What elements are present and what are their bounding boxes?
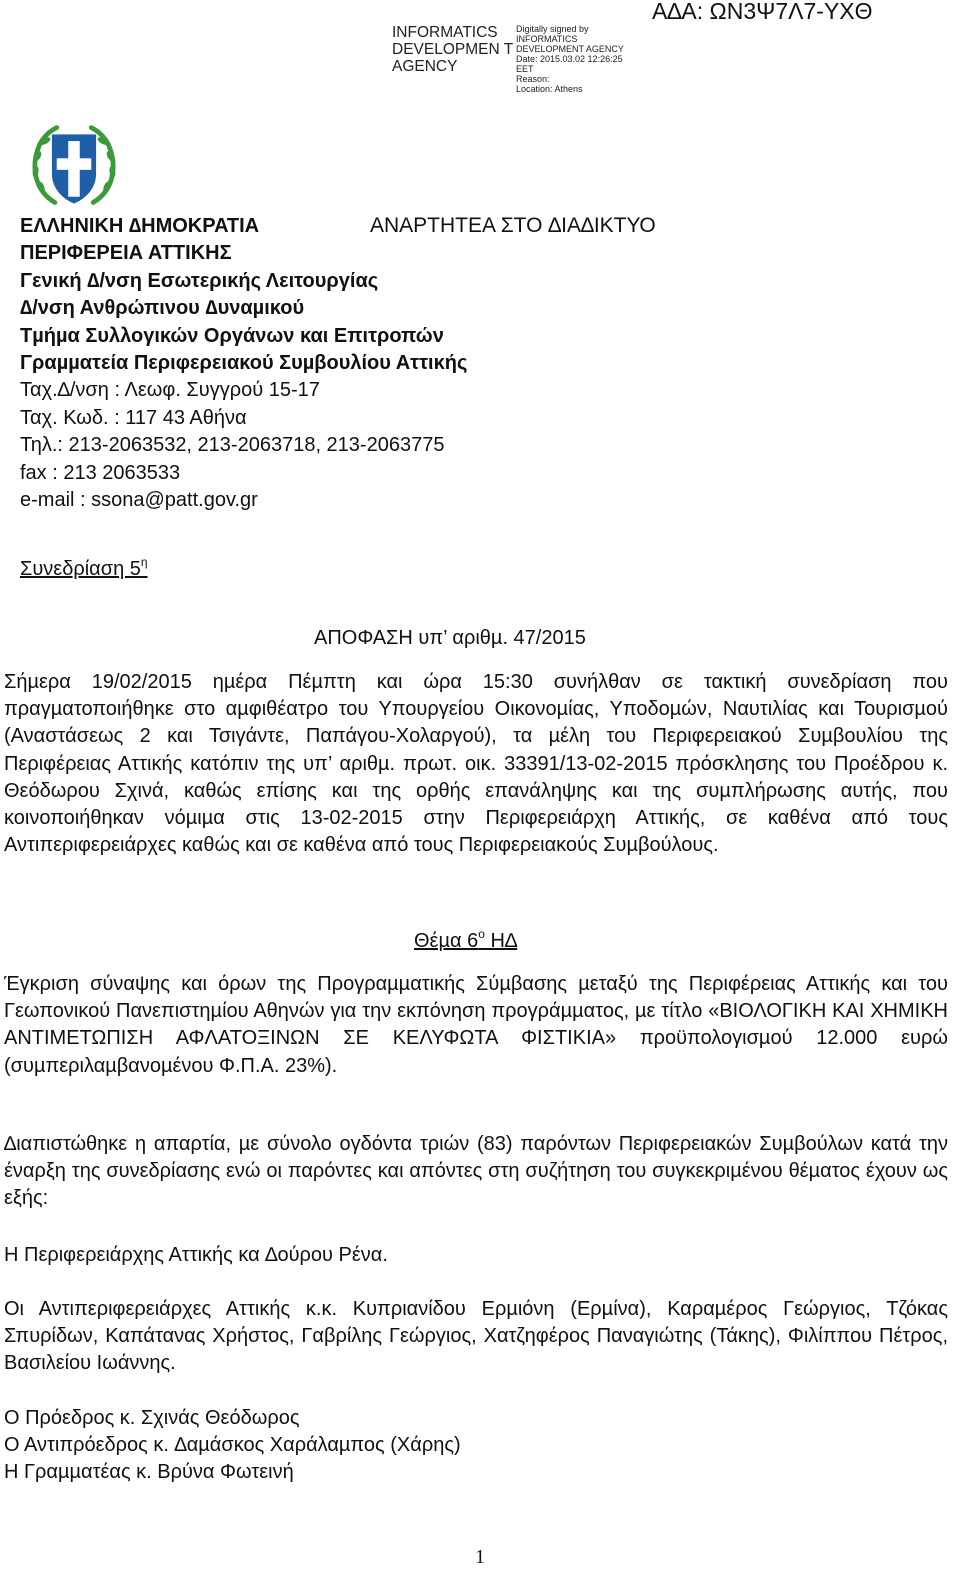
vice-chair-line: Ο Αντιπρόεδρος κ. ∆αµάσκος Χαράλαµπος (Χάρης) xyxy=(4,1434,461,1456)
intro-paragraph: Σήµερα 19/02/2015 ηµέρα Πέµπτη και ώρα 15:30 συνήλθαν σε τακτική συνεδρίαση που πραγµατοποιήθηκε στο αµφιθέατρο του Υπουργείου Οικονοµίας, Υποδοµών, Ναυτιλίας και Τουρισµού (Αναστάσεως 2 και Τσιγάντε, Παπάγου-Χολαργού), τα µέλη του Περιφερειακού Συµβουλίου της Περιφέρειας Αττικής κατόπιν της υπ’ αριθµ. πρωτ. οικ. 33391/13-02-2015 πρόσκλησης του Προέδρου κ. Θεόδωρου Σχινά, καθώς επίσης και της ορθής επανάληψης και της συµπλήρωσης αυτής, που κοινοποιήθηκαν νόµιµα στις 13-02-2015 στην Περιφερειάρχη Αττικής, σε καθένα από τους Αντιπεριφερειάρχες καθώς και σε καθένα από τους Περιφερειακούς Συµβούλους. xyxy=(4,671,948,857)
header-region: ΠΕΡΙΦΕΡΕΙΑ ΑΤΤΙΚΗΣ xyxy=(20,242,232,264)
signature-agency: INFORMATICS DEVELOPMEN T AGENCY xyxy=(392,24,513,75)
header-secretariat: Γραµµατεία Περιφερειακού Συµβουλίου Αττικής xyxy=(20,352,468,374)
topic-sup: ο xyxy=(478,927,485,941)
session-label xyxy=(20,556,148,583)
header-republic: ΕΛΛΗΝΙΚΗ ∆ΗΜΟΚΡΑΤΙΑ xyxy=(20,215,260,237)
decision-title: ΑΠΟΦΑΣΗ υπ’ αριθµ. 47/2015 xyxy=(314,627,586,649)
topic-prefix: Θέµα 6 xyxy=(414,930,479,952)
page-number: 1 xyxy=(475,1546,485,1568)
ada-code: Α∆Α: ΩΝ3Ψ7Λ7-ΥΧΘ xyxy=(652,0,873,24)
signature-line: EET xyxy=(516,64,534,74)
header-fax: fax : 213 2063533 xyxy=(20,462,181,484)
subject-paragraph: Έγκριση σύναψης και όρων της Προγραµµατικής Σύµβασης µεταξύ της Περιφέρειας Αττικής και του Γεωπονικού Πανεπιστηµίου Αθηνών για την εκπόνηση προγράµµατος, µε τίτλο «ΒΙΟΛΟΓΙΚΗ ΚΑΙ ΧΗΜΙΚΗ ΑΝΤΙΜΕΤΩΠΙΣΗ ΑΦΛΑΤΟΞΙΝΩΝ ΣΕ ΚΕΛΥΦΩΤΑ ΦΙΣΤΙΚΙΑ» προϋπολογισµού 12.000 ευρώ (συµπεριλαµβανοµένου Φ.Π.Α. 23%). xyxy=(4,973,948,1077)
chair-line: Ο Πρόεδρος κ. Σχινάς Θεόδωρος xyxy=(4,1407,300,1429)
session-text: Συνεδρίαση 5 xyxy=(20,558,141,580)
topic-suffix: Η∆ xyxy=(484,930,518,952)
signature-line: DEVELOPMENT AGENCY xyxy=(516,44,624,54)
header-address: Ταχ.∆/νση : Λεωφ. Συγγρού 15-17 xyxy=(20,379,320,401)
secretary-line: Η Γραµµατέας κ. Βρύνα Φωτεινή xyxy=(4,1461,294,1483)
governor-line: Η Περιφερειάρχης Αττικής κα ∆ούρου Ρένα. xyxy=(4,1244,388,1266)
header-phone: Τηλ.: 213-2063532, 213-2063718, 213-2063775 xyxy=(20,434,445,456)
signature-line: Reason: xyxy=(516,74,550,84)
session-sup: η xyxy=(140,555,148,569)
signature-line: Date: 2015.03.02 12:26:25 xyxy=(516,54,623,64)
header-department: Τµήµα Συλλογικών Οργάνων και Επιτροπών xyxy=(20,325,444,347)
signature-line: Digitally signed by xyxy=(516,24,589,34)
deputies-paragraph: Οι Αντιπεριφερειάρχες Αττικής κ.κ. Κυπριανίδου Ερµιόνη (Ερµίνα), Καραµέρος Γεώργιος, Τζόκας Σπυρίδων, Καπάτανας Χρήστος, Γαβρίλης Γεώργιος, Χατζηφέρος Παναγιώτης (Τάκης), Φιλίππου Πέτρος, Βασιλείου Ιωάννης. xyxy=(4,1298,948,1375)
greek-coat-of-arms-icon xyxy=(26,118,122,214)
signature-details xyxy=(516,24,646,94)
header-directorate: ∆/νση Ανθρώπινου ∆υναµικού xyxy=(20,297,305,319)
header-general-directorate: Γενική ∆/νση Εσωτερικής Λειτουργίας xyxy=(20,270,379,292)
signature-line: INFORMATICS xyxy=(516,34,578,44)
header-email: e-mail : ssona@patt.gov.gr xyxy=(20,489,258,511)
quorum-paragraph: ∆ιαπιστώθηκε η απαρτία, µε σύνολο ογδόντα τριών (83) παρόντων Περιφερειακών Συµβούλων κατά την έναρξη της συνεδρίασης ενώ οι παρόντες και απόντες στη συζήτηση του συγκεκριµένου θέµατος έχουν ως εξής: xyxy=(4,1133,948,1210)
header-postal-code: Ταχ. Κωδ. : 117 43 Αθήνα xyxy=(20,407,247,429)
publish-note: ΑΝΑΡΤΗΤΕΑ ΣΤΟ ∆ΙΑ∆ΙΚΤΥΟ xyxy=(370,214,656,237)
topic-heading xyxy=(414,927,518,953)
signature-line: Location: Athens xyxy=(516,84,583,94)
